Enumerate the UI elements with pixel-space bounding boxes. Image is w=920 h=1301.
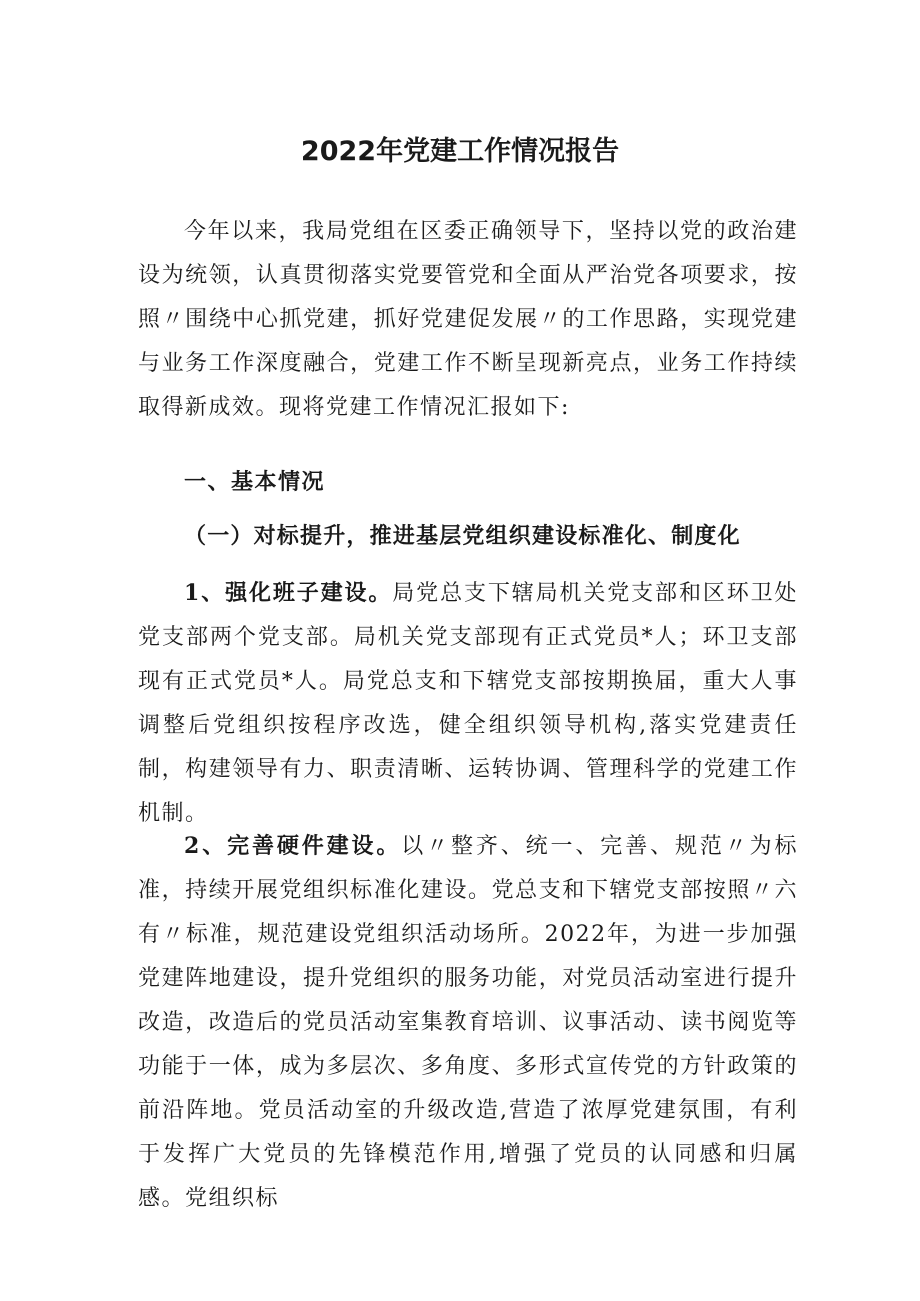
paragraph-team-building (138, 571, 798, 836)
section-heading-basic-situation: 一、基本情况 (184, 469, 326, 495)
paragraph-lead-text: 2、完善硬件建设。 (184, 833, 402, 859)
document-title: 2022年党建工作情况报告 (300, 136, 620, 167)
intro-paragraph: 今年以来，我局党组在区委正确领导下，坚持以党的政治建设为统领，认真贯彻落实党要管党和全面从严治党各项要求，按照〃围绕中心抓党建，抓好党建促发展〃的工作思路，实现党建与业务工作深度融合，党建工作不断呈现新亮点，业务工作持续取得新成效。现将党建工作情况汇报如下: (138, 219, 798, 420)
subsection-heading-standardization: （一）对标提升，推进基层党组织建设标准化、制度化 (184, 523, 741, 549)
paragraph-body-text: 局党总支下辖局机关党支部和区环卫处党支部两个党支部。局机关党支部现有正式党员*人；环卫支部现有正式党员*人。局党总支和下辖党支部按期换届，重大人事调整后党组织按程序改选，健全组织领导机构,落实党建责任制，构建领导有力、职责清晰、运转协调、管理科学的党建工作机制。 (138, 581, 798, 826)
paragraph-body-text: 以〃整齐、统一、完善、规范〃为标准，持续开展党组织标准化建设。党总支和下辖党支部按照〃六有〃标准，规范建设党组织活动场所。2022年，为进一步加强党建阵地建设，提升党组织的服务功能，对党员活动室进行提升改造，改造后的党员活动室集教育培训、议事活动、读书阅览等功能于一体，成为多层次、多角度、多形式宣传党的方针政策的前沿阵地。党员活动室的升级改造,营造了浓厚党建氛围，有利于发挥广大党员的先锋模范作用,增强了党员的认同感和归属感。党组织标 (138, 834, 798, 1211)
paragraph-hardware-building (138, 824, 798, 1221)
paragraph-lead-text: 1、强化班子建设。 (184, 580, 393, 606)
